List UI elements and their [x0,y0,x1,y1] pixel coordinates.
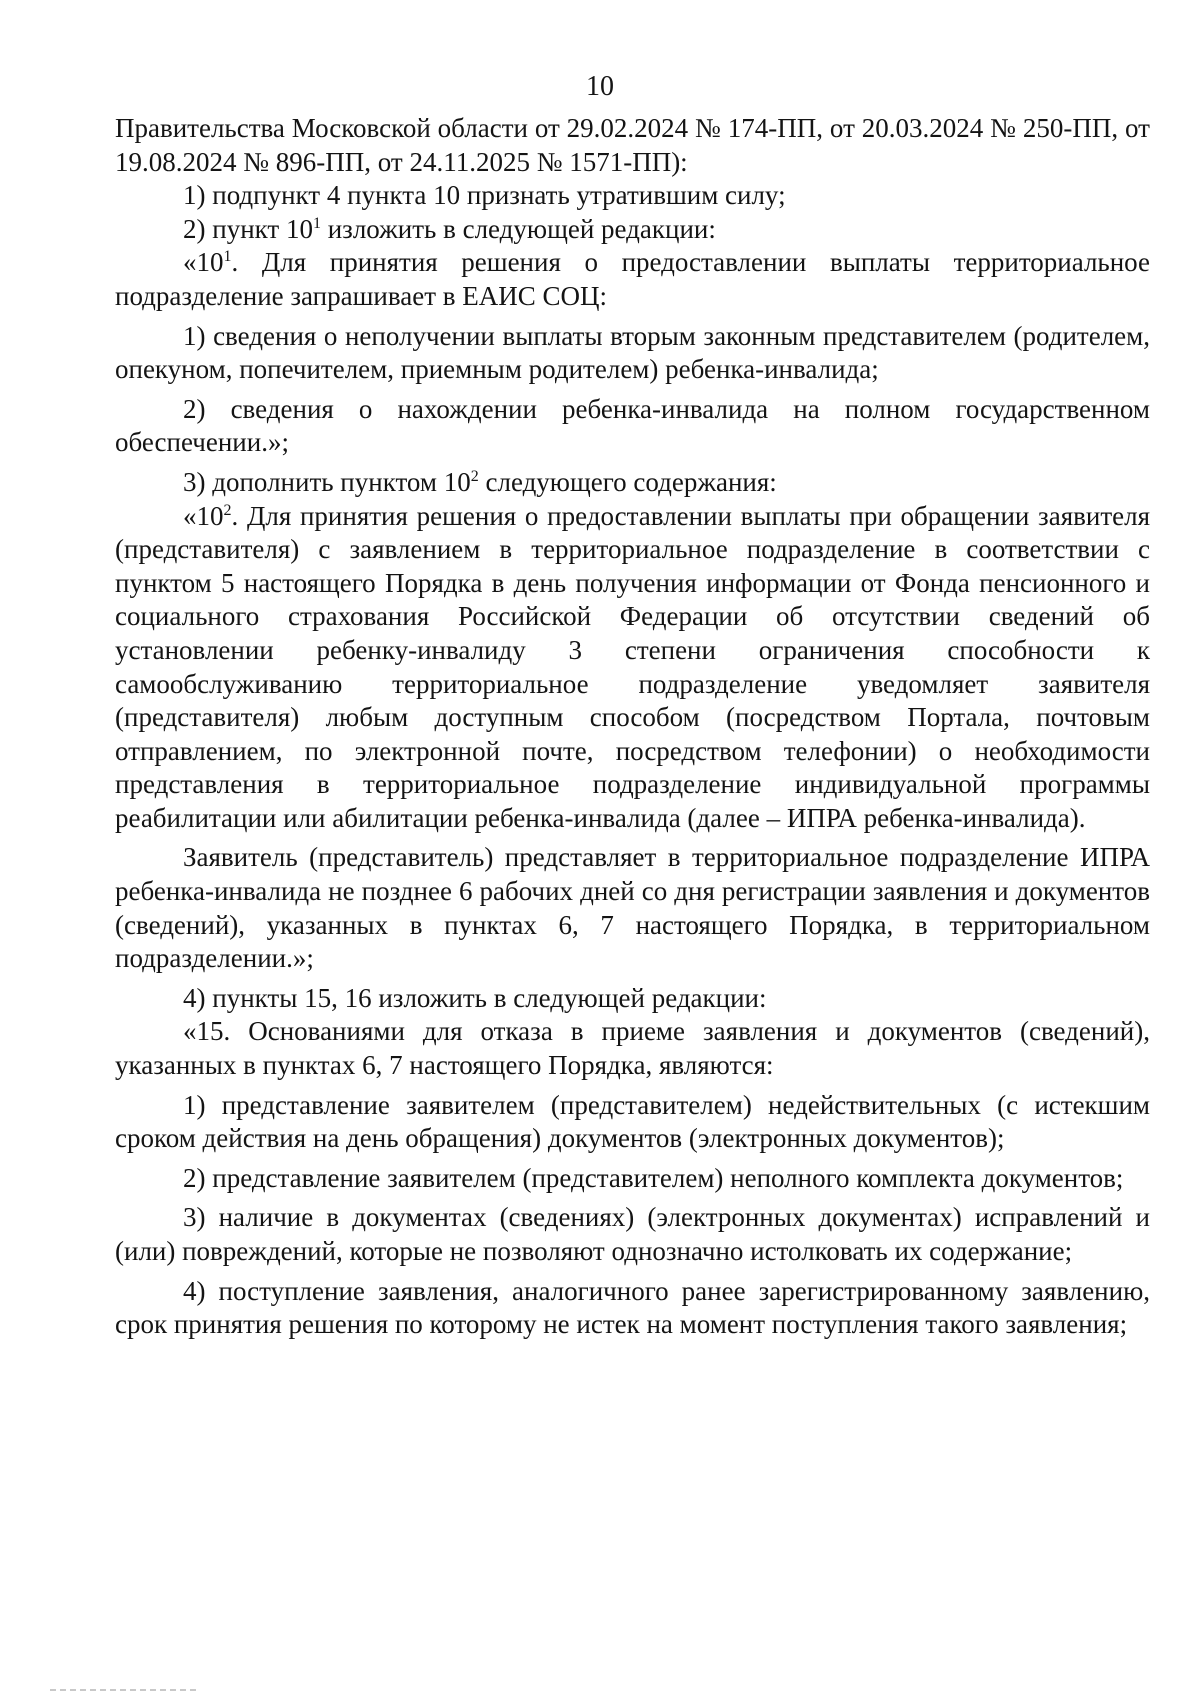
document-body [115,112,1150,1342]
paragraph-ground-4: 4) поступление заявления, аналогичного ранее зарегистрированному заявлению, срок принятия решения по которому не истек на момент поступления такого заявления; [115,1275,1150,1340]
paragraph-clause-15: «15. Основаниями для отказа в приеме заявления и документов (сведений), указанных в пунктах 6, 7 настоящего Порядка, являются: [115,1016,1150,1081]
superscript: 1 [223,248,232,266]
paragraph-ground-3: 3) наличие в документах (сведениях) (электронных документах) исправлений и (или) повреждений, которые не позволяют однозначно истолковать их содержание; [115,1202,1150,1266]
text-run: . Для принятия решения о предоставлении выплаты территориальное подразделение запрашивает в ЕАИС СОЦ: [115,247,1150,311]
paragraph-ground-1: 1) представление заявителем (представителем) недействительных (с истекшим сроком действия на день обращения) документов (электронных документов); [115,1089,1150,1154]
paragraph-subitem-2: 2) сведения о нахождении ребенка-инвалида на полном государственном обеспечении.»; [115,393,1150,458]
paragraph-intro: Правительства Московской области от 29.02.2024 № 174-ПП, от 20.03.2024 № 250-ПП, от 19.08.2024 № 896-ПП, от 24.11.2025 № 1571-ПП): [115,113,1150,177]
text-run: «10 [183,247,224,278]
paragraph-clause-10-2 [115,500,1150,836]
paragraph-clause-10-1 [115,246,1150,313]
text-run: изложить в следующей редакции: [320,213,716,244]
page-number: 10 [586,71,614,102]
superscript: 1 [312,214,321,232]
paragraph-item-3 [115,466,1150,500]
text-run: 2) пункт 10 [183,213,313,244]
text-run: «10 [183,500,224,531]
paragraph-subitem-1: 1) сведения о неполучении выплаты вторым законным представителем (родителем, опекуном, попечителем, приемным родителем) ребенка-инвалида; [115,320,1150,385]
paragraph-item-1: 1) подпункт 4 пункта 10 признать утратившим силу; [183,180,786,211]
text-run: 3) дополнить пунктом 10 [183,466,471,497]
paragraph-item-2 [115,213,1150,247]
paragraph-applicant: Заявитель (представитель) представляет в территориальное подразделение ИПРА ребенка-инвалида не позднее 6 рабочих дней со дня регистрации заявления и документов (сведений), указанных в пунктах 6, 7 настоящего Порядка, в территориальном подразделении.»; [115,842,1150,974]
text-run: . Для принятия решения о предоставлении выплаты при обращении заявителя (представителя) с заявлением в территориальное подразделение в соответствии с пунктом 5 настоящего Порядка в день получения информации от Фонда пенсионного и социального страхования Российской Федерации об отсутствии сведений об установлении ребенку-инвалиду 3 степени ограничения способности к самообслуживанию территориальное подразделение уведомляет заявителя (представителя) любым доступным способом (посредством Портала, почтовым отправлением, по электронной почте, посредством телефонии) о необходимости представления в территориальное подразделение индивидуальной программы реабилитации или абилитации ребенка-инвалида (далее – ИПРА ребенка-инвалида). [115,500,1150,833]
superscript: 2 [223,501,232,519]
scan-artifact [50,1689,200,1691]
paragraph-item-4: 4) пункты 15, 16 изложить в следующей редакции: [183,982,767,1013]
superscript: 2 [470,467,479,485]
paragraph-ground-2: 2) представление заявителем (представителем) неполного комплекта документов; [183,1162,1124,1193]
text-run: следующего содержания: [478,466,777,497]
